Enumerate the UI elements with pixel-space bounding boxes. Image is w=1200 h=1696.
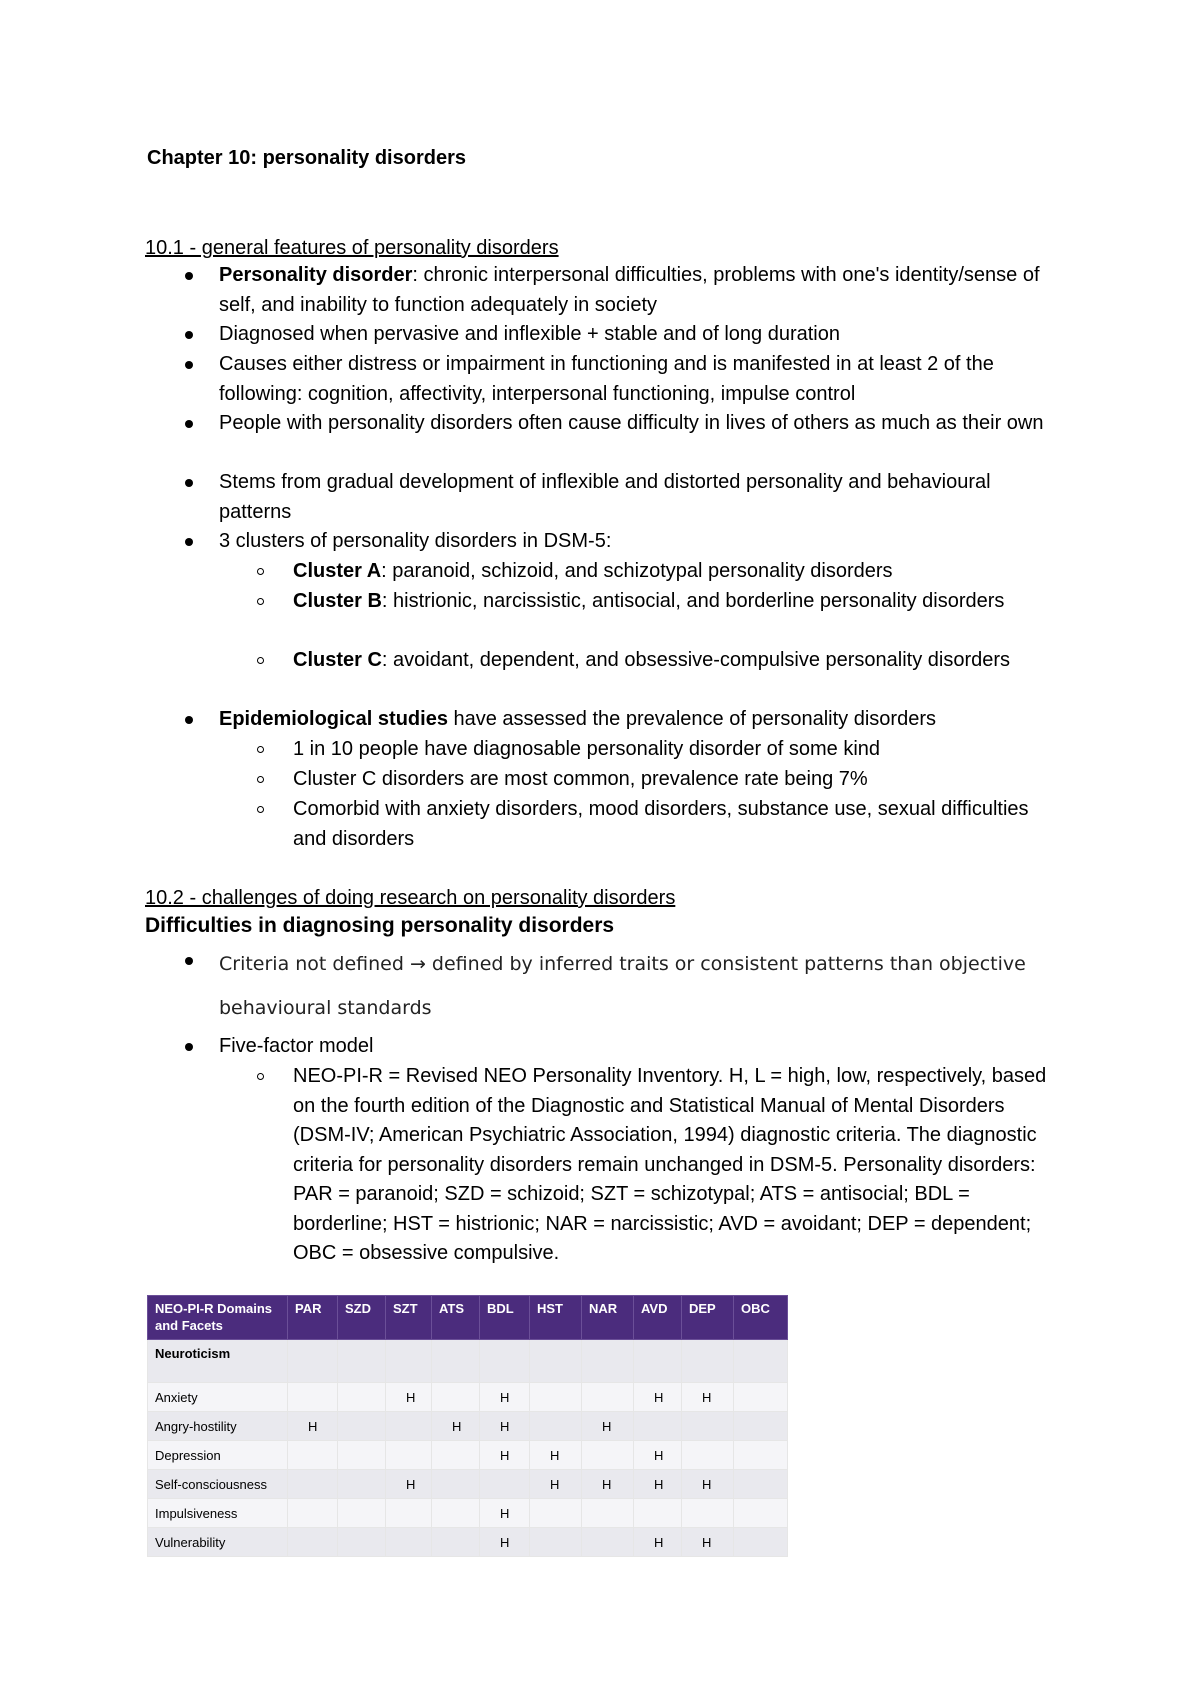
row-label: Vulnerability xyxy=(148,1528,288,1557)
hollow-bullet-icon xyxy=(257,598,264,605)
table-row: Angry-hostility H H H H xyxy=(148,1412,788,1441)
list-item: Criteria not defined → defined by inferred traits or consistent patterns than objective behavioural standards xyxy=(219,942,1059,1030)
row-label: Self-consciousness xyxy=(148,1470,288,1499)
sub-list-item: 1 in 10 people have diagnosable personality disorder of some kind xyxy=(293,735,1053,765)
table-row: Impulsiveness H xyxy=(148,1499,788,1528)
list-item: Stems from gradual development of inflexible and distorted personality and behavioural patterns xyxy=(219,468,1059,527)
column-header: OBC xyxy=(734,1296,788,1340)
hollow-bullet-icon xyxy=(257,776,264,783)
bullet-icon xyxy=(185,420,193,428)
bullet-icon xyxy=(185,479,193,487)
table-row: Anxiety H H H H xyxy=(148,1383,788,1412)
sub-list-item: Comorbid with anxiety disorders, mood disorders, substance use, sexual difficulties and disorders xyxy=(293,795,1053,854)
bullet-icon xyxy=(185,538,193,546)
bullet-icon xyxy=(185,957,193,965)
sub-list-item: Cluster A: paranoid, schizoid, and schizotypal personality disorders xyxy=(293,557,1053,587)
bullet-icon xyxy=(185,361,193,369)
list-item: Personality disorder: chronic interpersonal difficulties, problems with one's identity/sense of self, and inability to function adequately in society xyxy=(219,261,1059,320)
row-label: Anxiety xyxy=(148,1383,288,1412)
list-item: Epidemiological studies have assessed the prevalence of personality disorders xyxy=(219,705,1059,735)
bullet-icon xyxy=(185,331,193,339)
hollow-bullet-icon xyxy=(257,746,264,753)
subheading: Difficulties in diagnosing personality disorders xyxy=(145,914,615,937)
bullet-icon xyxy=(185,716,193,724)
row-label: Neuroticism xyxy=(148,1340,288,1383)
list-item: Diagnosed when pervasive and inflexible + stable and of long duration xyxy=(219,320,1059,350)
list-item: Causes either distress or impairment in functioning and is manifested in at least 2 of the following: cognition, affectivity, interpersonal functioning, impulse control xyxy=(219,350,1059,409)
section-heading-10-2: 10.2 - challenges of doing research on personality disorders xyxy=(145,887,676,909)
list-item: Five-factor model xyxy=(219,1032,1059,1062)
hollow-bullet-icon xyxy=(257,568,264,575)
bullet-icon xyxy=(185,1043,193,1051)
column-header: PAR xyxy=(288,1296,338,1340)
chapter-title: Chapter 10: personality disorders xyxy=(147,147,466,169)
hollow-bullet-icon xyxy=(257,657,264,664)
table-row: Self-consciousness H H H H H xyxy=(148,1470,788,1499)
list-item: 3 clusters of personality disorders in DSM-5: xyxy=(219,527,1059,557)
hollow-bullet-icon xyxy=(257,1073,264,1080)
column-header: BDL xyxy=(480,1296,530,1340)
sub-list-item: NEO-PI-R = Revised NEO Personality Inventory. H, L = high, low, respectively, based on the fourth edition of the Diagnostic and Statistical Manual of Mental Disorders (DSM-IV; American Psychiatric Association, 1994) diagnostic criteria. The diagnostic criteria for personality disorders remain unchanged in DSM-5. Personality disorders: PAR = paranoid; SZD = schizoid; SZT = schizotypal; ATS = antisocial; BDL = borderline; HST = histrionic; NAR = narcissistic; AVD = avoidant; DEP = dependent; OBC = obsessive compulsive. xyxy=(293,1062,1053,1269)
column-header: NEO-PI-R Domains and Facets xyxy=(148,1296,288,1340)
table-row xyxy=(148,1340,788,1383)
column-header: NAR xyxy=(582,1296,634,1340)
table-header-row xyxy=(148,1296,788,1340)
list-item: People with personality disorders often cause difficulty in lives of others as much as their own xyxy=(219,409,1059,439)
column-header: ATS xyxy=(432,1296,480,1340)
row-label: Angry-hostility xyxy=(148,1412,288,1441)
sub-list-item: Cluster C: avoidant, dependent, and obsessive-compulsive personality disorders xyxy=(293,646,1053,676)
column-header: HST xyxy=(530,1296,582,1340)
column-header: SZD xyxy=(338,1296,386,1340)
table-row: Vulnerability H H H xyxy=(148,1528,788,1557)
row-label: Impulsiveness xyxy=(148,1499,288,1528)
column-header: SZT xyxy=(386,1296,432,1340)
bullet-icon xyxy=(185,272,193,280)
column-header: AVD xyxy=(634,1296,682,1340)
hollow-bullet-icon xyxy=(257,806,264,813)
sub-list-item: Cluster C disorders are most common, prevalence rate being 7% xyxy=(293,765,1053,795)
section-heading-10-1: 10.1 - general features of personality disorders xyxy=(145,237,559,259)
neo-pi-r-table xyxy=(147,1295,788,1557)
table-row: Depression H H H xyxy=(148,1441,788,1470)
row-label: Depression xyxy=(148,1441,288,1470)
column-header: DEP xyxy=(682,1296,734,1340)
sub-list-item: Cluster B: histrionic, narcissistic, antisocial, and borderline personality disorders xyxy=(293,587,1053,617)
term: Personality disorder xyxy=(219,264,413,286)
